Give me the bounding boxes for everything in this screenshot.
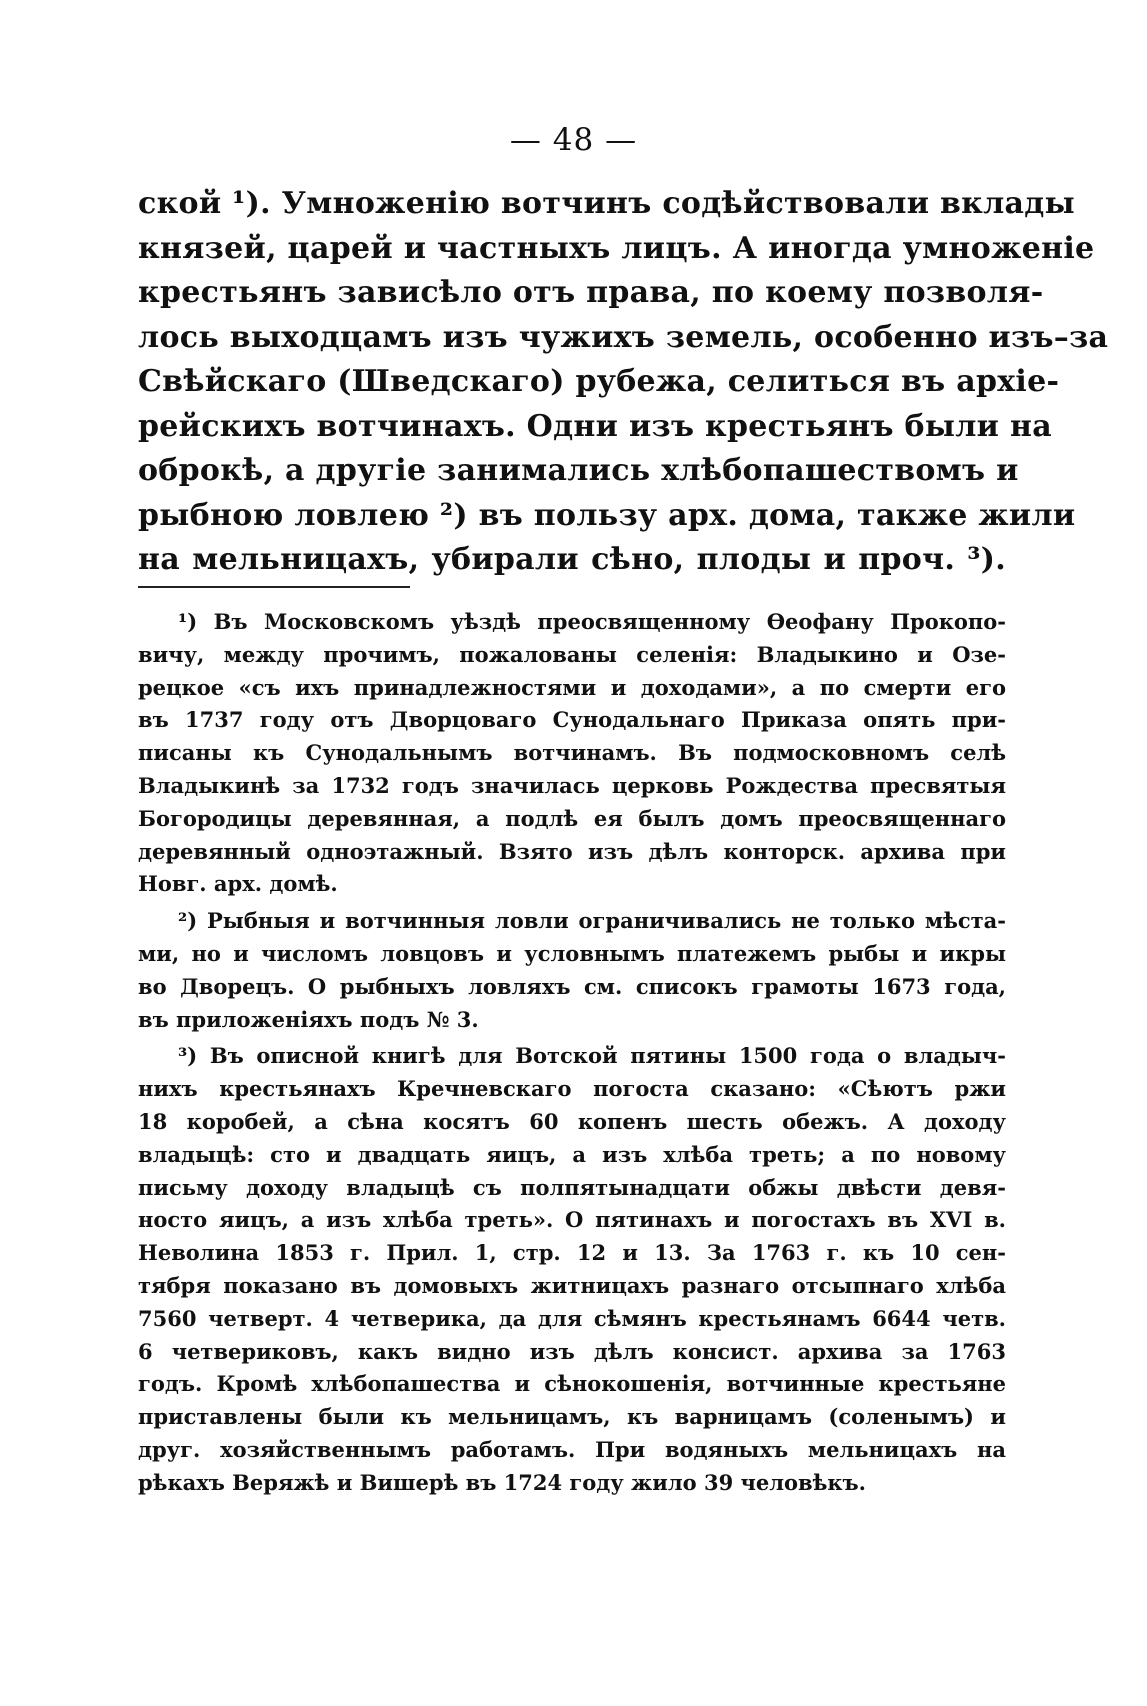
footnote-line: вичу, между прочимъ, пожалованы селенія: Владыкино и Озе-	[138, 641, 1006, 667]
footnote-line: рецкое «съ ихъ принадлежностями и доходами», а по смерти его	[138, 674, 1006, 700]
main-text-line: крестьянъ зависѣло отъ права, по коему позволя-	[138, 275, 1044, 310]
main-text-line: рейскихъ вотчинахъ. Одни изъ крестьянъ были на	[138, 408, 1052, 444]
footnote-line: 18 коробей, а сѣна косятъ 60 копенъ шесть обежъ. А доходу	[138, 1108, 1006, 1134]
footnote-line: 6 четвериковъ, какъ видно изъ дѣлъ консист. архива за 1763	[138, 1338, 1006, 1364]
footnote-line: ³) Въ описной книгѣ для Вотской пятины 1500 года о владыч-	[178, 1043, 1006, 1069]
main-text-line: Свѣйскаго (Шведскаго) рубежа, селиться въ архіе-	[138, 364, 1060, 399]
main-text-line: лось выходцамъ изъ чужихъ земель, особенно изъ–за	[138, 319, 1109, 355]
main-text-line: рыбною ловлею ²) въ пользу арх. дома, также жили	[138, 497, 1076, 533]
footnote-line: Богородицы деревянная, а подлѣ ея былъ домъ преосвященнаго	[138, 805, 1006, 831]
main-text-line: на мельницахъ, убирали сѣно, плоды и проч. ³).	[138, 542, 1006, 577]
footnote-line: во Дворецъ. О рыбныхъ ловляхъ см. списокъ грамоты 1673 года,	[138, 973, 1006, 999]
main-text	[138, 182, 1109, 583]
footnote-1	[138, 606, 1006, 901]
footnote-line: письму доходу владыцѣ съ полпятынадцати обжы двѣсти девя-	[138, 1174, 1006, 1200]
footnote-line: приставлены были къ мельницамъ, къ варницамъ (соленымъ) и	[138, 1404, 1006, 1430]
footnote-line: Новг. арх. домѣ.	[138, 871, 338, 897]
footnote-line: нихъ крестьянахъ Кречневскаго погоста сказано: «Сѣютъ ржи	[138, 1076, 1006, 1102]
footnote-line: деревянный одноэтажный. Взято изъ дѣлъ конторск. архива при	[138, 838, 1006, 864]
footnote-line: въ 1737 году отъ Дворцоваго Сунодальнаго Приказа опять при-	[138, 707, 1006, 733]
main-text-line: князей, царей и частныхъ лицъ. А иногда умноженіе	[138, 230, 1095, 266]
footnote-line: ми, но и числомъ ловцовъ и условнымъ платежемъ рыбы и икры	[138, 940, 1006, 966]
footnote-line: въ приложеніяхъ подъ № 3.	[138, 1006, 479, 1032]
footnote-line: друг. хозяйственнымъ работамъ. При водяныхъ мельницахъ на	[138, 1436, 1006, 1462]
footnote-2	[138, 905, 1006, 1036]
footnote-line: ¹) Въ Московскомъ уѣздѣ преосвященному Ѳеофану Прокопо-	[178, 609, 1006, 634]
footnotes	[138, 606, 1006, 1504]
footnote-line: 7560 четверт. 4 четверика, да для сѣмянъ крестьянамъ 6644 четв.	[138, 1305, 1006, 1331]
footnote-line: ²) Рыбныя и вотчинныя ловли ограничивались не только мѣста-	[178, 908, 1006, 934]
footnote-line: носто яицъ, а изъ хлѣба треть». О пятинахъ и погостахъ въ XVI в.	[138, 1207, 1006, 1233]
main-text-line: оброкѣ, а другіе занимались хлѣбопашествомъ и	[138, 453, 1019, 488]
footnote-3	[138, 1040, 1006, 1499]
footnote-divider	[138, 586, 410, 588]
page-number: — 48 —	[509, 122, 638, 158]
footnote-line: тября показано въ домовыхъ житницахъ разнаго отсыпнаго хлѣба	[138, 1272, 1006, 1298]
footnote-line: рѣкахъ Веряжѣ и Вишерѣ въ 1724 году жило 39 человѣкъ.	[138, 1469, 866, 1495]
footnote-line: Неволина 1853 г. Прил. 1, стр. 12 и 13. За 1763 г. къ 10 сен-	[138, 1240, 1006, 1266]
main-text-line: ской ¹). Умноженію вотчинъ содѣйствовали вклады	[138, 186, 1075, 221]
footnote-line: годъ. Кромѣ хлѣбопашества и сѣнокошенія, вотчинные крестьяне	[138, 1371, 1006, 1397]
footnote-line: владыцѣ: сто и двадцать яицъ, а изъ хлѣба треть; а по новому	[138, 1141, 1006, 1167]
footnote-line: писаны къ Сунодальнымъ вотчинамъ. Въ подмосковномъ селѣ	[138, 740, 1006, 766]
footnote-line: Владыкинѣ за 1732 годъ значилась церковь Рождества пресвятыя	[138, 772, 1006, 798]
